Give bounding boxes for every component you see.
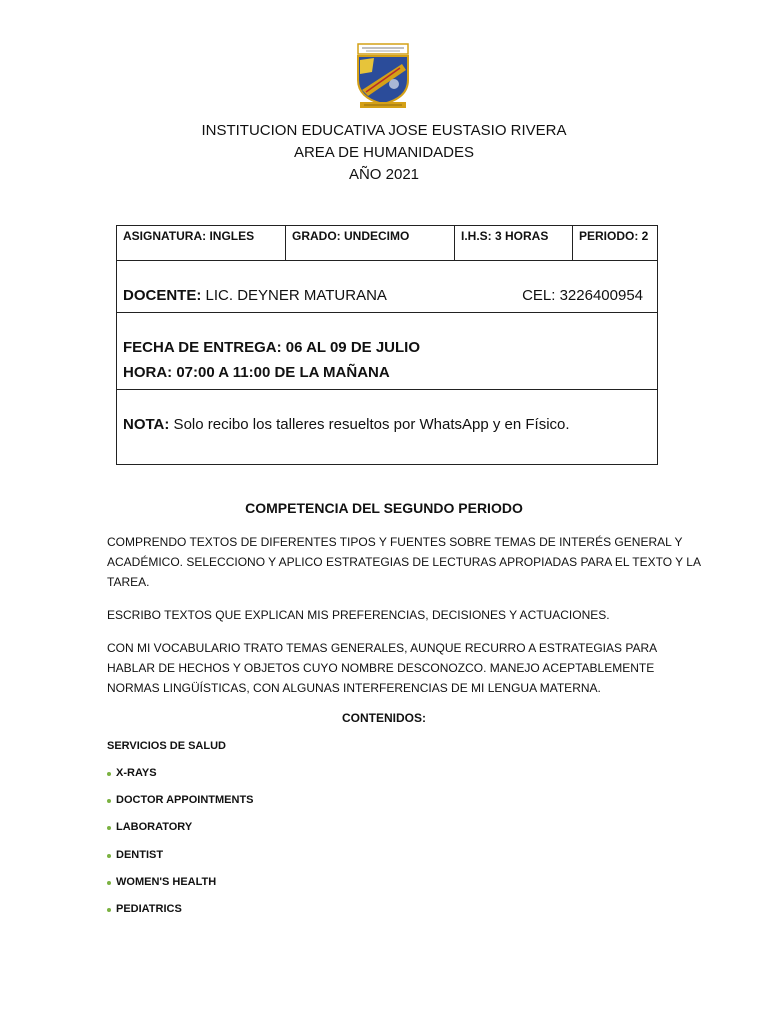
list-item-label: WOMEN'S HEALTH — [116, 875, 217, 888]
contenidos-list — [107, 767, 254, 930]
nota-label: NOTA: — [123, 416, 170, 433]
docente-label: DOCENTE: — [123, 287, 202, 304]
list-item — [107, 767, 254, 794]
servicios-title: SERVICIOS DE SALUD — [107, 740, 226, 752]
bullet-icon — [107, 908, 111, 912]
paragraph-line: ACADÉMICO. SELECCIONO Y APLICO ESTRATEGIAS DE LECTURAS APROPIADAS PARA EL TEXTO Y LA — [107, 555, 701, 569]
competencia-title: COMPETENCIA DEL SEGUNDO PERIODO — [245, 500, 523, 516]
paragraph-line: TAREA. — [107, 575, 150, 589]
nota-value: Solo recibo los talleres resueltos por WhatsApp y en Físico. — [169, 416, 570, 433]
bullet-icon — [107, 854, 111, 858]
bullet-icon — [107, 881, 111, 885]
contenidos-title: CONTENIDOS: — [342, 711, 426, 725]
paragraph-line: NORMAS LINGÜÍSTICAS, CON ALGUNAS INTERFERENCIAS DE MI LENGUA MATERNA. — [107, 681, 601, 695]
ihs-cell: I.H.S: 3 HORAS — [455, 226, 573, 260]
list-item — [107, 849, 254, 876]
list-item-label: X-RAYS — [116, 767, 157, 779]
document-header — [0, 120, 768, 186]
info-row-course — [117, 226, 657, 261]
list-item-label: DOCTOR APPOINTMENTS — [116, 794, 254, 807]
list-item-label: LABORATORY — [116, 821, 193, 834]
list-item — [107, 794, 254, 821]
list-item-label: DENTIST — [116, 848, 164, 861]
school-crest-icon — [350, 42, 416, 110]
paragraph-line: ESCRIBO TEXTOS QUE EXPLICAN MIS PREFERENCIAS, DECISIONES Y ACTUACIONES. — [107, 608, 610, 622]
docente-line — [123, 287, 387, 304]
cel-value: CEL: 3226400954 — [522, 287, 643, 304]
asignatura-cell: ASIGNATURA: INGLES — [117, 226, 286, 260]
competencia-paragraph-2 — [107, 605, 667, 625]
info-table — [116, 225, 658, 465]
competencia-paragraph-3 — [107, 638, 667, 698]
grado-cell: GRADO: UNDECIMO — [286, 226, 455, 260]
paragraph-line: CON MI VOCABULARIO TRATO TEMAS GENERALES, AUNQUE RECURRO A ESTRATEGIAS PARA — [107, 641, 658, 655]
periodo-cell: PERIODO: 2 — [579, 229, 649, 243]
institution-name: INSTITUCION EDUCATIVA JOSE EUSTASIO RIVERA — [201, 122, 567, 139]
list-item — [107, 876, 254, 903]
info-row-teacher — [117, 260, 657, 313]
list-item — [107, 903, 254, 930]
docente-value: LIC. DEYNER MATURANA — [201, 287, 387, 304]
paragraph-line: COMPRENDO TEXTOS DE DIFERENTES TIPOS Y FUENTES SOBRE TEMAS DE INTERÉS GENERAL Y — [107, 535, 683, 549]
list-item-label: PEDIATRICS — [116, 902, 182, 915]
bullet-icon — [107, 799, 111, 803]
fecha-entrega: FECHA DE ENTREGA: 06 AL 09 DE JULIO — [123, 339, 420, 356]
info-row-note — [117, 389, 657, 464]
year-label: AÑO 2021 — [348, 166, 420, 183]
nota-line — [123, 416, 570, 433]
bullet-icon — [107, 772, 111, 776]
paragraph-line: HABLAR DE HECHOS Y OBJETOS CUYO NOMBRE DESCONOZCO. MANEJO ACEPTABLEMENTE — [107, 661, 655, 675]
list-item — [107, 821, 254, 848]
info-row-delivery — [117, 312, 657, 390]
bullet-icon — [107, 826, 111, 830]
hora-entrega: HORA: 07:00 A 11:00 DE LA MAÑANA — [123, 364, 390, 381]
area-name: AREA DE HUMANIDADES — [293, 144, 475, 161]
competencia-paragraph-1 — [107, 532, 701, 592]
